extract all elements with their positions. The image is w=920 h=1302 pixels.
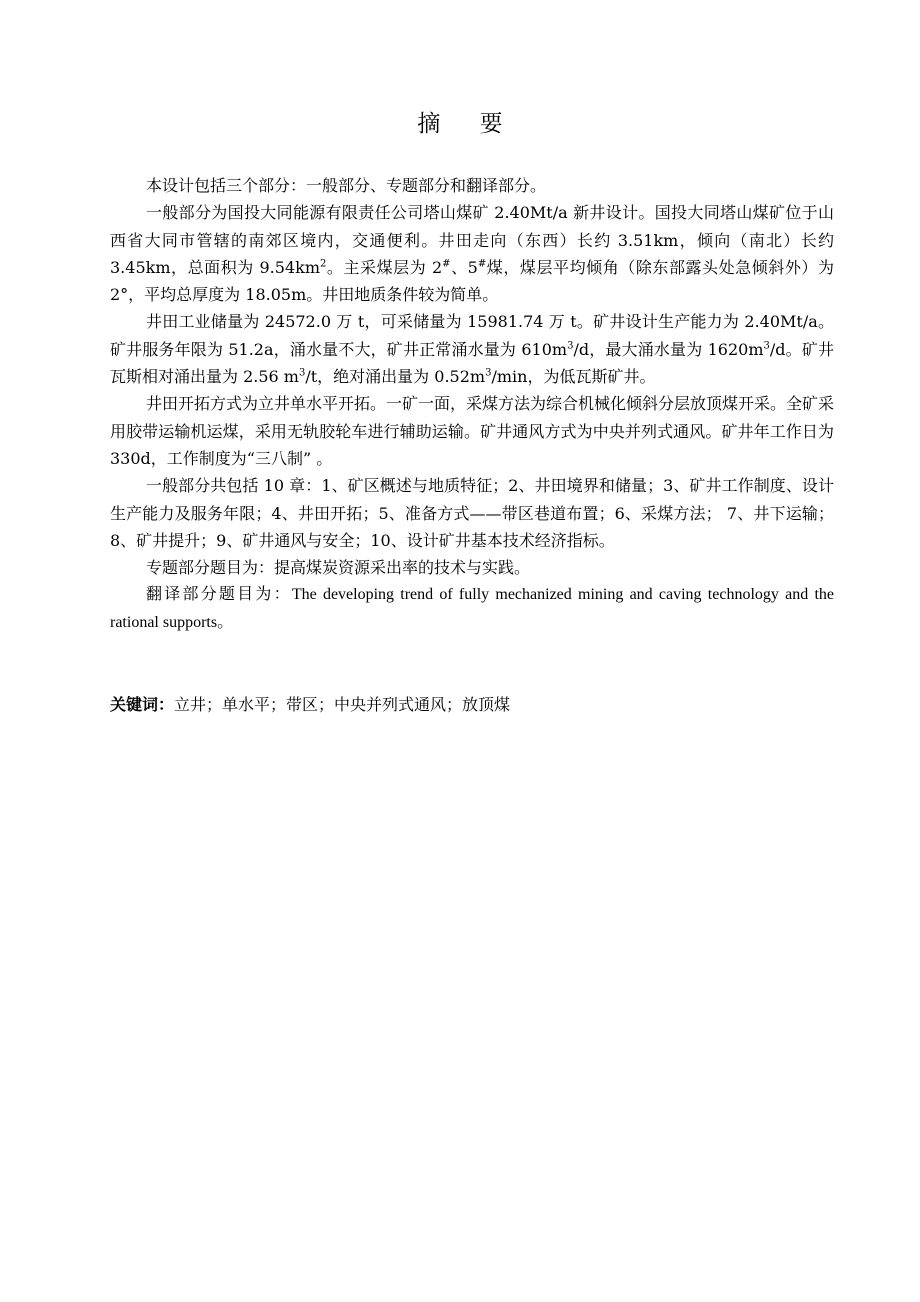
paragraph-reserves — [110, 308, 834, 390]
text-run: /min，为低瓦斯矿井。 — [491, 367, 656, 387]
text-run: 井田工业储量为 24572.0 万 t，可采储量为 15981.74 万 t。矿井设计生产能力为 2.40Mt/a。矿井服务年限为 51.2a，涌水量不大，矿井正常涌水量为 610m — [110, 312, 834, 359]
text-run: /d，最大涌水量为 1620m — [573, 339, 764, 359]
paragraph-general-part — [110, 199, 834, 308]
text-run: 煤，煤层平均倾角（除东部露头处急倾斜外）为 2°，平均总厚度为 18.05m。井田地质条件较为简单。 — [110, 257, 834, 305]
text-run: /t，绝对涌出量为 0.52m — [305, 367, 486, 387]
superscript: # — [442, 258, 451, 270]
paragraph-translation: 翻译部分题目为：The developing trend of fully mechanized mining and caving technology and the rational supports。 — [110, 586, 834, 631]
keywords-value: 立井；单水平；带区；中央并列式通风；放顶煤 — [174, 695, 511, 714]
paragraph-overview: 本设计包括三个部分：一般部分、专题部分和翻译部分。 — [146, 176, 547, 195]
superscript: 2 — [320, 258, 327, 270]
keywords-line — [110, 691, 834, 718]
paragraph-development: 井田开拓方式为立井单水平开拓。一矿一面，采煤方法为综合机械化倾斜分层放顶煤开采。全矿采用胶带运输机运煤，采用无轨胶轮车进行辅助运输。矿井通风方式为中央并列式通风。矿井年工作日为 330d，工作制度为“三八制” 。 — [110, 394, 835, 468]
paragraph-chapters: 一般部分共包括 10 章：1、矿区概述与地质特征；2、井田境界和储量；3、矿井工作制度、设计生产能力及服务年限；4、井田开拓；5、准备方式——带区巷道布置；6、采煤方法； 7、井下运输；8、矿井提升；9、矿井通风与安全；10、设计矿井基本技术经济指标。 — [110, 476, 834, 550]
abstract-body — [110, 172, 834, 636]
text-run: 一般部分为国投大同能源有限责任公司塔山煤矿 2.40Mt/a 新井设计。国投大同塔山煤矿位于山西省大同市管辖的南郊区境内，交通便利。井田走向（东西）长约 3.51km，倾向（南北）长约 3.45km，总面积为 9.54km — [110, 203, 834, 277]
superscript: 3 — [485, 367, 492, 379]
page-title: 摘 要 — [417, 111, 519, 137]
keywords-label: 关键词： — [110, 695, 175, 714]
superscript: # — [477, 258, 487, 270]
text-run: 、5 — [450, 257, 478, 277]
paragraph-special-topic: 专题部分题目为：提高煤炭资源采出率的技术与实践。 — [146, 558, 531, 578]
text-run: 。主采煤层为 2 — [326, 257, 443, 277]
superscript: 3 — [298, 367, 306, 379]
superscript: 3 — [763, 340, 770, 352]
text-run: /d。矿井瓦斯相对涌出量为 2.56 m — [110, 339, 834, 387]
superscript: 3 — [567, 340, 574, 352]
